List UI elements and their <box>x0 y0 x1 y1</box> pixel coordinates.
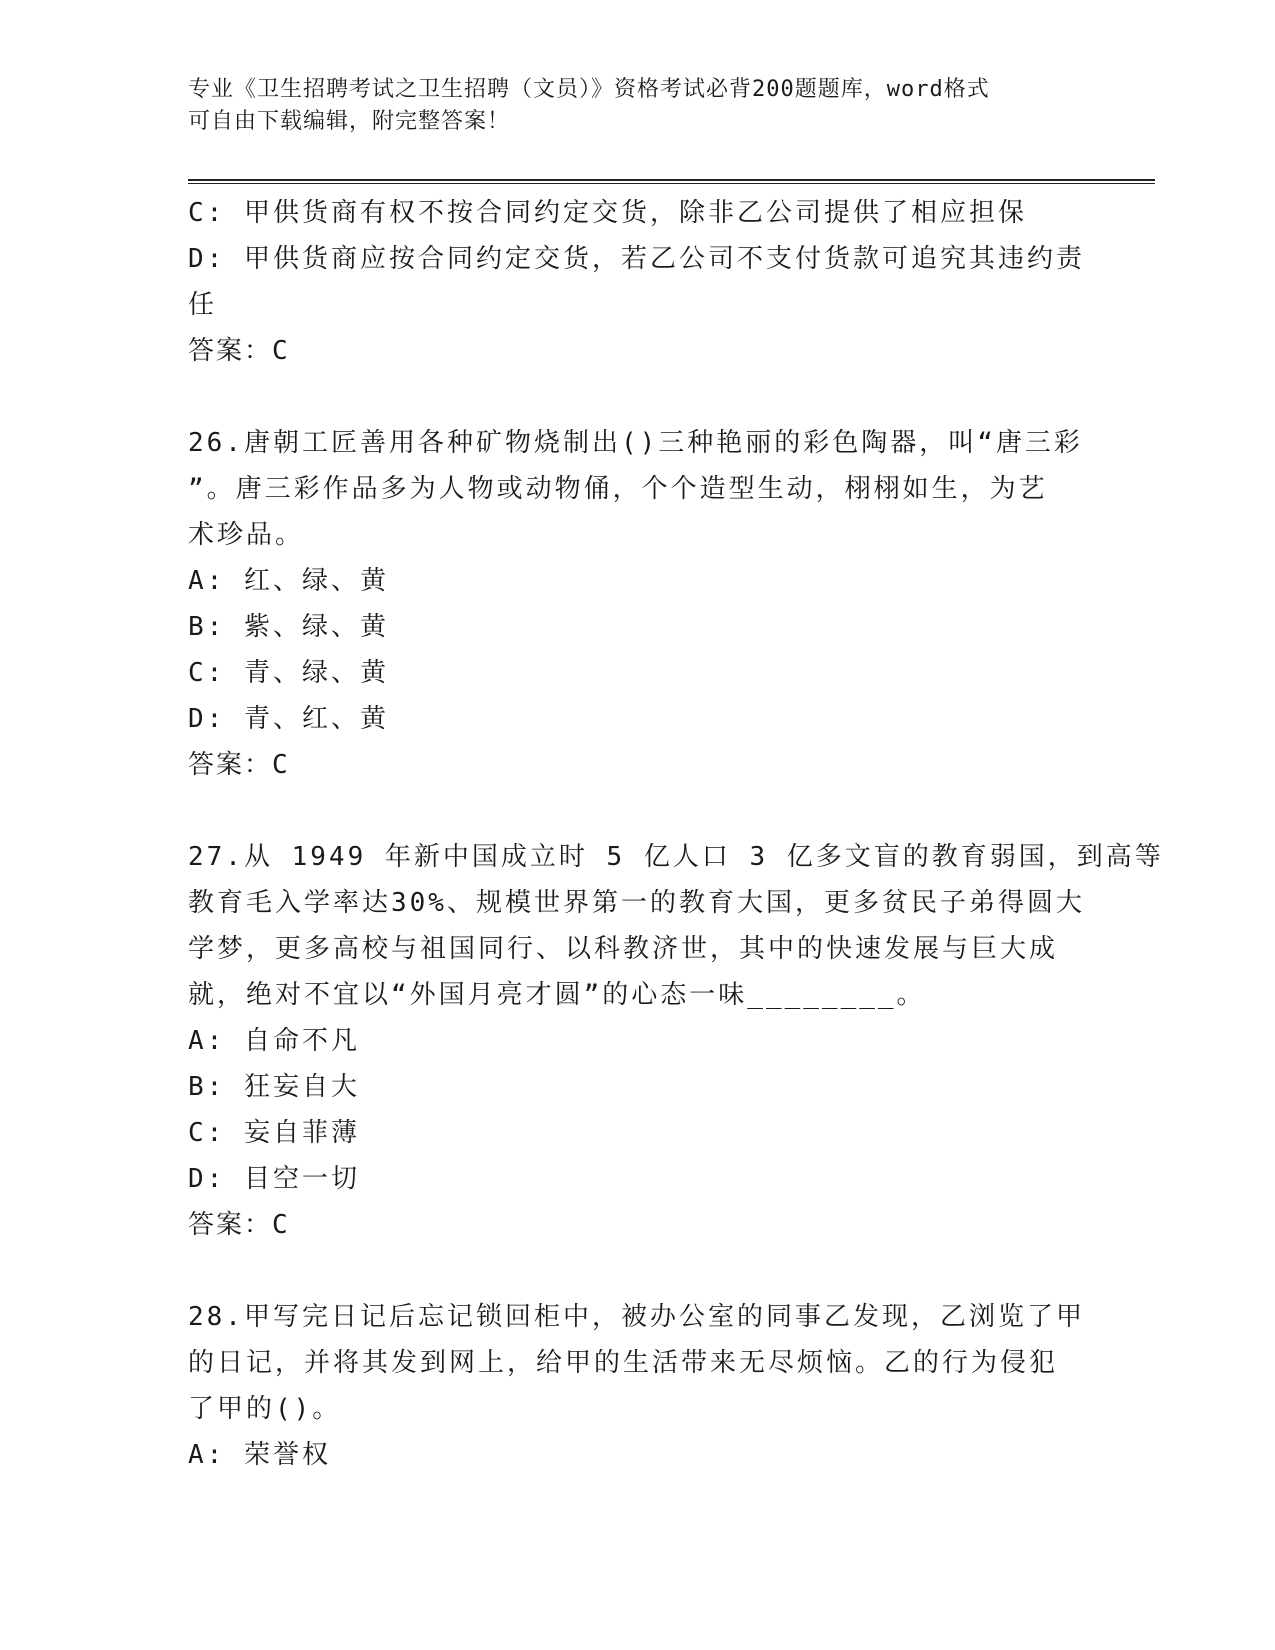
document-body <box>188 190 1164 1478</box>
question-stem-line-3: 了甲的()。 <box>188 1394 342 1424</box>
option-a: A: 红、绿、黄 <box>188 566 389 596</box>
question-stem-line-3: 术珍品。 <box>188 520 305 550</box>
question-stem-line-2: 的日记，并将其发到网上，给甲的生活带来无尽烦恼。乙的行为侵犯 <box>188 1348 1059 1378</box>
spacer <box>188 1248 1088 1294</box>
header-title-line-1: 专业《卫生招聘考试之卫生招聘（文员）》资格考试必背200题题库，word格式 <box>188 77 990 102</box>
option-b: B: 紫、绿、黄 <box>188 612 389 642</box>
option-d-line-2: 任 <box>188 290 218 320</box>
option-a: A: 自命不凡 <box>188 1026 360 1056</box>
answer: 答案：C <box>188 336 290 366</box>
question-stem-line-1: 28.甲写完日记后忘记锁回柜中，被办公室的同事乙发现，乙浏览了甲 <box>188 1302 1085 1332</box>
option-d-line-1: D: 甲供货商应按合同约定交货，若乙公司不支付货款可追究其违约责 <box>188 244 1085 274</box>
question-27 <box>188 834 1164 1248</box>
page-header <box>188 74 1088 138</box>
question-stem-line-2: 教育毛入学率达30%、规模世界第一的教育大国，更多贫民子弟得圆大 <box>188 888 1085 918</box>
option-a: A: 荣誉权 <box>188 1440 331 1470</box>
header-title-line-2: 可自由下载编辑，附完整答案！ <box>188 109 511 134</box>
question-stem-line-4: 就，绝对不宜以“外国月亮才圆”的心态一味________。 <box>188 980 926 1010</box>
question-stem-line-2: ”。唐三彩作品多为人物或动物俑，个个造型生动，栩栩如生，为艺 <box>188 474 1048 504</box>
answer: 答案：C <box>188 750 290 780</box>
spacer <box>188 788 1088 834</box>
header-divider <box>188 179 1155 184</box>
option-b: B: 狂妄自大 <box>188 1072 360 1102</box>
answer: 答案：C <box>188 1210 290 1240</box>
question-stem-line-1: 27.从 1949 年新中国成立时 5 亿人口 3 亿多文盲的教育弱国，到高等 <box>188 842 1164 872</box>
question-26 <box>188 420 1088 788</box>
question-25 <box>188 190 1088 374</box>
option-d: D: 青、红、黄 <box>188 704 389 734</box>
question-28 <box>188 1294 1088 1478</box>
option-d: D: 目空一切 <box>188 1164 360 1194</box>
question-stem-line-3: 学梦，更多高校与祖国同行、以科教济世，其中的快速发展与巨大成 <box>188 934 1059 964</box>
option-c: C: 青、绿、黄 <box>188 658 389 688</box>
option-c: C: 妄自菲薄 <box>188 1118 360 1148</box>
spacer <box>188 374 1088 420</box>
question-stem-line-1: 26.唐朝工匠善用各种矿物烧制出()三种艳丽的彩色陶器，叫“唐三彩 <box>188 428 1083 458</box>
option-c: C: 甲供货商有权不按合同约定交货，除非乙公司提供了相应担保 <box>188 198 1027 228</box>
